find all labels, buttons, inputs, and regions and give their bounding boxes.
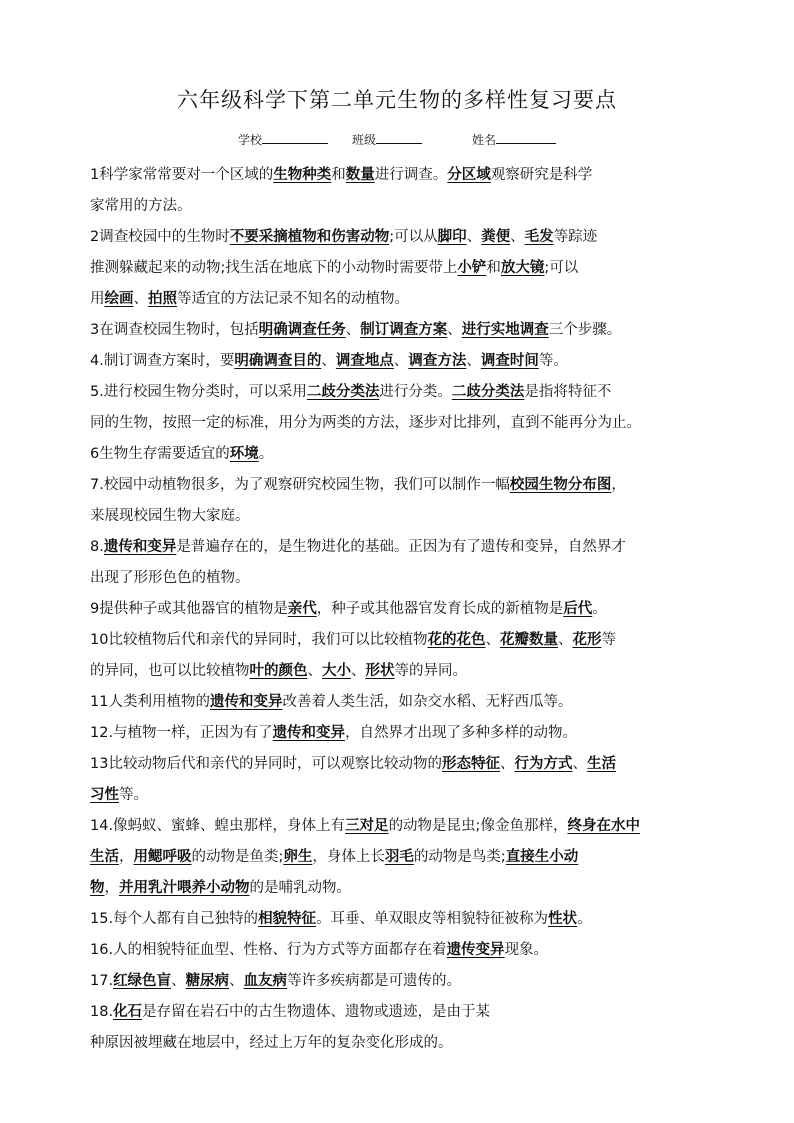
key-term: 绘画 xyxy=(104,291,134,307)
text-line xyxy=(90,191,710,222)
line-text: 是指将特征不 xyxy=(524,384,612,400)
info-field-label: 班级 xyxy=(351,133,376,147)
key-term: 生物种类 xyxy=(273,167,332,183)
line-text: 8. xyxy=(90,539,104,555)
key-term: 拍照 xyxy=(148,291,177,307)
line-text: 7.校园中动植物很多，为了观察研究校园生物，我们可以制作一幅 xyxy=(90,477,510,493)
line-text: 的动物是鱼类; xyxy=(191,849,284,865)
key-term: 习性 xyxy=(90,787,119,803)
key-term: 羽毛 xyxy=(384,849,414,865)
line-text: 三个步骤。 xyxy=(548,322,622,338)
line-text: 等许多疾病都是可遗传的。 xyxy=(287,973,462,989)
text-line xyxy=(90,811,710,842)
key-term: 三对足 xyxy=(345,818,389,834)
key-term: 形态特征 xyxy=(441,756,500,772)
key-term: 花形 xyxy=(572,632,602,648)
line-text: 、 xyxy=(557,632,573,648)
text-line xyxy=(90,997,710,1028)
key-term: 大小 xyxy=(322,663,351,679)
line-text: 9提供种子或其他器官的植物是 xyxy=(90,601,288,617)
key-term: 红绿色盲 xyxy=(113,973,172,989)
line-text: ，种子或其他器官发育长成的新植物是 xyxy=(316,601,564,617)
text-line xyxy=(90,222,710,253)
key-term: 毛发 xyxy=(524,229,554,245)
line-text: 的是哺乳动物。 xyxy=(249,880,351,896)
text-line xyxy=(90,346,710,377)
line-text: 、 xyxy=(447,322,462,338)
line-text: 等。 xyxy=(119,787,148,803)
key-term: 化石 xyxy=(113,1004,143,1020)
line-text: 等。 xyxy=(538,353,568,369)
student-info-fields xyxy=(0,131,794,148)
line-text: 的动物是昆虫;像金鱼那样， xyxy=(388,818,568,834)
text-line xyxy=(90,873,710,904)
line-text: 观察研究是科学 xyxy=(490,167,593,183)
key-term: 糖尿病 xyxy=(185,973,230,989)
key-term: 制订调查方案 xyxy=(360,322,448,338)
key-term: 遗传和变异 xyxy=(209,694,283,710)
line-text: ，自然界才出现了多种多样的动物。 xyxy=(345,725,578,741)
text-line xyxy=(90,408,710,439)
review-points xyxy=(90,160,710,1059)
key-term: 进行实地调查 xyxy=(461,322,549,338)
line-text: 16.人的相貌特征血型、性格、行为方式等方面都存在着 xyxy=(90,942,447,958)
key-term: 卵生 xyxy=(283,849,313,865)
key-term: 叶的颜色 xyxy=(249,663,308,679)
line-text: 。 xyxy=(258,446,274,462)
line-text: 17. xyxy=(90,973,114,989)
info-field xyxy=(238,131,328,148)
key-term: 粪便 xyxy=(481,229,511,245)
text-line xyxy=(90,377,710,408)
line-text: 现象。 xyxy=(504,942,549,958)
key-term: 明确调查任务 xyxy=(258,322,346,338)
line-text: 、 xyxy=(466,229,482,245)
line-text: 、 xyxy=(133,291,148,307)
key-term: 调查时间 xyxy=(480,353,539,369)
line-text: 18. xyxy=(90,1004,114,1020)
line-text: 2调查校园中的生物时 xyxy=(90,229,230,245)
line-text: 5.进行校园生物分类时，可以采用 xyxy=(90,384,307,400)
line-text: 4.制订调查方案时，要 xyxy=(90,353,235,369)
key-term: 后代 xyxy=(563,601,593,617)
key-term: 形状 xyxy=(365,663,395,679)
key-term: 直接生小动 xyxy=(505,849,579,865)
line-text: 等踪迹 xyxy=(553,229,598,245)
key-term: 生活 xyxy=(90,849,119,865)
key-term: 调查方法 xyxy=(408,353,467,369)
line-text: 的异同，也可以比较植物 xyxy=(90,663,250,679)
key-term: 二歧分类法 xyxy=(306,384,380,400)
text-line xyxy=(90,501,710,532)
key-term: 不要采摘植物和伤害动物 xyxy=(229,229,390,245)
key-term: 调查地点 xyxy=(335,353,394,369)
line-text: 和 xyxy=(331,167,346,183)
line-text: 13比较动物后代和亲代的异同时，可以观察比较动物的 xyxy=(90,756,442,772)
text-line xyxy=(90,935,710,966)
text-line xyxy=(90,904,710,935)
text-line xyxy=(90,253,710,284)
text-line xyxy=(90,718,710,749)
info-field-label: 姓名 xyxy=(472,133,497,147)
text-line xyxy=(90,470,710,501)
line-text: 10比较植物后代和亲代的异同时，我们可以比较植物 xyxy=(90,632,428,648)
key-term: 脚印 xyxy=(437,229,467,245)
info-field xyxy=(352,131,422,148)
line-text: 。 xyxy=(592,601,607,617)
key-term: 物 xyxy=(90,880,105,896)
line-text: 进行分类。 xyxy=(379,384,452,400)
line-text: 、 xyxy=(466,353,481,369)
line-text: 是存留在岩石中的古生物遗体、遗物或遗迹，是由于某 xyxy=(142,1004,491,1020)
key-term: 明确调查目的 xyxy=(234,353,322,369)
key-term: 生活 xyxy=(586,756,616,772)
text-line xyxy=(90,563,710,594)
line-text: 改善着人类生活，如杂交水稻、无籽西瓜等。 xyxy=(282,694,573,710)
line-text: 1科学家常常要对一个区域的 xyxy=(90,167,274,183)
text-line xyxy=(90,439,710,470)
line-text: 出现了形形色色的植物。 xyxy=(90,570,250,586)
text-line xyxy=(90,966,710,997)
info-field-blank[interactable] xyxy=(262,131,328,144)
key-term: 遗传和变异 xyxy=(103,539,177,555)
key-term: 数量 xyxy=(345,167,375,183)
text-line xyxy=(90,687,710,718)
line-text: ;可以 xyxy=(544,260,579,276)
line-text: 同的生物，按照一定的标准，用分为两类的方法，逐步对比排列，直到不能再分为止。 xyxy=(90,415,641,431)
line-text: 、 xyxy=(510,229,525,245)
line-text: 15.每个人都有自己独特的 xyxy=(90,911,259,927)
text-line xyxy=(90,842,710,873)
line-text: 的动物是鸟类; xyxy=(413,849,506,865)
line-text: 3在调查校园生物时，包括 xyxy=(90,322,259,338)
line-text: 、 xyxy=(345,322,361,338)
line-text: 14.像蚂蚁、蜜蜂、蝗虫那样，身体上有 xyxy=(90,818,346,834)
key-term: 放大镜 xyxy=(500,260,545,276)
info-field-blank[interactable] xyxy=(496,131,556,144)
key-term: 亲代 xyxy=(287,601,317,617)
key-term: 相貌特征 xyxy=(258,911,317,927)
line-text: 推测躲藏起来的动物;找生活在地底下的小动物时需要带上 xyxy=(90,260,458,276)
line-text: 、 xyxy=(485,632,500,648)
key-term: 血友病 xyxy=(243,973,288,989)
line-text: ， xyxy=(104,880,119,896)
text-line xyxy=(90,749,710,780)
key-term: 花瓣数量 xyxy=(499,632,558,648)
line-text: 6生物生存需要适宜的 xyxy=(90,446,230,462)
line-text: ， xyxy=(119,849,134,865)
line-text: ，身体上长 xyxy=(312,849,385,865)
line-text: 来展现校园生物大家庭。 xyxy=(90,508,250,524)
line-text: 、 xyxy=(307,663,322,679)
line-text: 、 xyxy=(351,663,366,679)
key-term: 遗传变异 xyxy=(446,942,505,958)
line-text: 、 xyxy=(572,756,587,772)
key-term: 环境 xyxy=(229,446,259,462)
text-line xyxy=(90,594,710,625)
line-text: 等的异同。 xyxy=(394,663,467,679)
key-term: 二歧分类法 xyxy=(451,384,525,400)
line-text: 家常用的方法。 xyxy=(90,198,192,214)
line-text: 、 xyxy=(321,353,336,369)
line-text: 、 xyxy=(171,973,186,989)
text-line xyxy=(90,532,710,563)
text-line xyxy=(90,315,710,346)
line-text: 。耳垂、单双眼皮等相貌特征被称为 xyxy=(316,911,549,927)
key-term: 终身在水中 xyxy=(567,818,640,834)
key-term: 小铲 xyxy=(457,260,487,276)
text-line xyxy=(90,625,710,656)
key-term: 花的花色 xyxy=(427,632,486,648)
key-term: 分区域 xyxy=(447,167,491,183)
line-text: 等 xyxy=(601,632,616,648)
line-text: 用 xyxy=(90,291,105,307)
line-text: 、 xyxy=(393,353,409,369)
line-text: 11人类利用植物的 xyxy=(90,694,210,710)
text-line xyxy=(90,780,710,811)
text-line xyxy=(90,656,710,687)
line-text: ;可以从 xyxy=(389,229,438,245)
key-term: 校园生物分布图 xyxy=(509,477,612,493)
line-text: 等适宜的方法记录不知名的动植物。 xyxy=(177,291,409,307)
line-text: 种原因被埋藏在地层中，经过上万年的复杂变化形成的。 xyxy=(90,1035,453,1051)
info-field-blank[interactable] xyxy=(376,131,422,144)
page-title: 六年级科学下第二单元生物的多样性复习要点 xyxy=(177,88,617,112)
line-text: 。 xyxy=(577,911,592,927)
line-text: 是普遍存在的，是生物进化的基础。正因为有了遗传和变异，自然界才 xyxy=(176,539,626,555)
line-text: 12.与植物一样，正因为有了 xyxy=(90,725,273,741)
line-text: 和 xyxy=(486,260,501,276)
line-text: 、 xyxy=(499,756,515,772)
key-term: 性状 xyxy=(548,911,578,927)
key-term: 用鳃呼吸 xyxy=(133,849,192,865)
key-term: 并用乳汁喂养小动物 xyxy=(119,880,250,896)
line-text: 进行调查。 xyxy=(374,167,448,183)
line-text: 、 xyxy=(229,973,244,989)
info-field-label: 学校 xyxy=(237,133,262,147)
text-line xyxy=(90,160,710,191)
key-term: 遗传和变异 xyxy=(272,725,346,741)
info-field xyxy=(472,131,556,148)
key-term: 行为方式 xyxy=(514,756,573,772)
text-line xyxy=(90,1028,710,1059)
line-text: ， xyxy=(611,477,626,493)
text-line xyxy=(90,284,710,315)
